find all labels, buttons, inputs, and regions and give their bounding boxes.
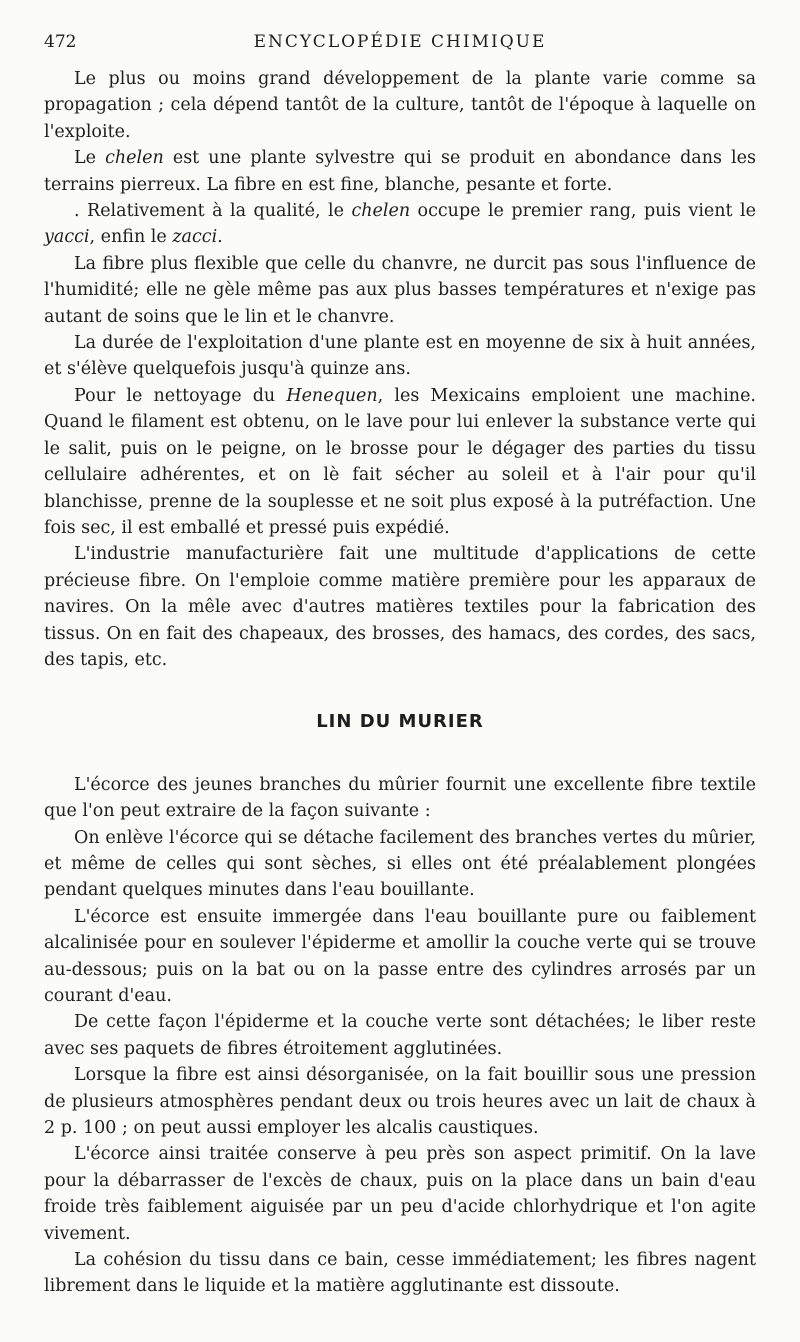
italic-term: Henequen	[286, 385, 378, 406]
text-run: La fibre plus flexible que celle du chanvre, ne durcit pas sous l'influence de l'humidité; elle ne gèle même pas aux plus basses températures et n'exige pas autant de soins que le lin et le chanvre.	[44, 253, 756, 327]
text-run: Lorsque la fibre est ainsi désorganisée, on la fait bouillir sous une pression de plusieurs atmosphères pendant deux ou trois heures avec un lait de chaux à 2 p. 100 ; on peut aussi employer les alcalis caustiques.	[44, 1065, 756, 1139]
paragraph	[44, 66, 756, 145]
paragraph	[44, 383, 756, 541]
text-run: Le plus ou moins grand développement de la plante varie comme sa propagation ; cela dépend tantôt de la culture, tantôt de l'époque à laquelle on l'exploite.	[44, 69, 756, 142]
paragraph	[44, 904, 756, 1010]
paragraph	[44, 145, 756, 198]
paragraph	[44, 1141, 756, 1247]
text-run: On enlève l'écorce qui se détache facilement des branches vertes du mûrier, et même de celles qui sont sèches, si elles ont été préalablement plongées pendant quelques minutes dans l'eau bouillante.	[44, 827, 756, 901]
text-run: , enfin le	[89, 227, 173, 248]
text-run: Pour le nettoyage du	[74, 385, 287, 406]
page-number: 472	[44, 32, 77, 52]
text-run: L'industrie manufacturière fait une multitude d'applications de cette précieuse fibre. On l'emploie comme matière première pour les apparaux de navires. On la mêle avec d'autres matières textiles pour la fabrication des tissus. On en fait des chapeaux, des brosses, des hamacs, des cordes, des sacs, des tapis, etc.	[44, 544, 756, 670]
italic-term: yacci	[44, 227, 90, 248]
paragraph	[44, 825, 756, 904]
paragraph	[44, 330, 756, 383]
italic-term: zacci	[172, 227, 218, 248]
paragraph	[44, 1009, 756, 1062]
section-title: LIN DU MURIER	[316, 711, 484, 733]
text-run: La cohésion du tissu dans ce bain, cesse immédiatement; les fibres nagent librement dans le liquide et la matière agglutinante est dissoute.	[44, 1250, 756, 1297]
text-run: est une plante sylvestre qui se produit en abondance dans les terrains pierreux. La fibre en est fine, blanche, pesante et forte.	[44, 148, 756, 195]
running-title: ENCYCLOPÉDIE CHIMIQUE	[253, 32, 547, 52]
text-run: .	[217, 227, 223, 248]
paragraph	[44, 198, 756, 251]
paragraphs-before-section	[44, 66, 756, 673]
page-header	[44, 32, 756, 54]
italic-term: chelen	[351, 201, 411, 222]
text-run: L'écorce des jeunes branches du mûrier fournit une excellente fibre textile que l'on peut extraire de la façon suivante :	[44, 774, 756, 822]
body-text	[44, 66, 756, 1300]
paragraph	[44, 1062, 756, 1141]
text-run: La durée de l'exploitation d'une plante est en moyenne de six à huit années, et s'élève quelquefois jusqu'à quinze ans.	[44, 333, 756, 380]
paragraphs-after-section	[44, 772, 756, 1300]
text-run: occupe le premier rang, puis vient le	[410, 201, 756, 222]
text-run: L'écorce ainsi traitée conserve à peu près son aspect primitif. On la lave pour la débarrasser de l'excès de chaux, puis on la place dans un bain d'eau froide très faiblement aiguisée par un peu d'acide chlorhydrique et l'on agite vivement.	[44, 1144, 756, 1244]
text-run: . Relativement à la qualité, le	[74, 201, 352, 222]
paragraph	[44, 541, 756, 673]
text-run: De cette façon l'épiderme et la couche verte sont détachées; le liber reste avec ses paquets de fibres étroitement agglutinées.	[44, 1012, 756, 1059]
text-run: L'écorce est ensuite immergée dans l'eau bouillante pure ou faiblement alcalinisée pour en soulever l'épiderme et amollir la couche verte qui se trouve au-dessous; puis on la bat ou on la passe entre des cylindres arrosés par un courant d'eau.	[44, 906, 756, 1006]
paragraph	[44, 1247, 756, 1300]
paragraph	[44, 251, 756, 330]
paragraph	[44, 772, 756, 825]
text-run: , les Mexicains emploient une machine. Quand le filament est obtenu, on le lave pour lui enlever la substance verte qui le salit, puis on le peigne, on le brosse pour le dégager des parties du tissu cellulaire adhérentes, et on lè fait sécher au soleil et à l'air pour qu'il blanchisse, prenne de la souplesse et ne soit plus exposé à la putréfaction. Une fois sec, il est emballé et pressé puis expédié.	[44, 385, 756, 538]
italic-term: chelen	[105, 148, 164, 169]
text-run: Le	[74, 148, 106, 169]
